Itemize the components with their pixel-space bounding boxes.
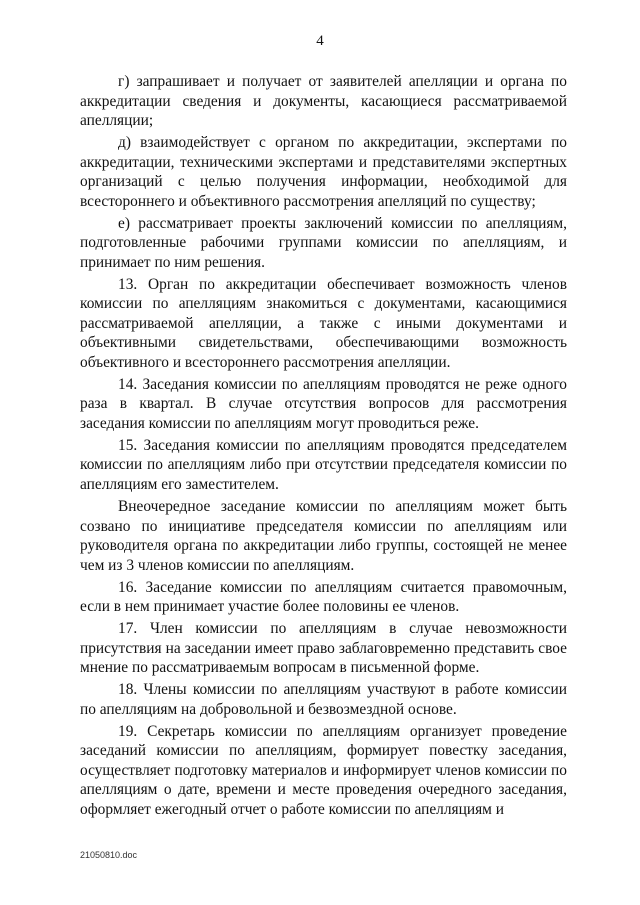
paragraph-18: 18. Члены комиссии по апелляциям участвуют в работе комиссии по апелляциям на добровольной и безвозмездной основе.	[80, 681, 567, 718]
paragraph-17: 17. Член комиссии по апелляциям в случае невозможности присутствия на заседании имеет право заблаговременно представить свое мнение по рассматриваемым вопросам в письменной форме.	[80, 620, 567, 677]
paragraph-g: г) запрашивает и получает от заявителей апелляции и органа по аккредитации сведения и документы, касающиеся рассматриваемой апелляции;	[80, 73, 567, 129]
paragraph-d: д) взаимодействует с органом по аккредитации, экспертами по аккредитации, техническими экспертами и представителями экспертных организаций с целью получения информации, необходимой для всестороннего и объективного рассмотрения апелляций по существу;	[80, 134, 567, 210]
paragraph-13: 13. Орган по аккредитации обеспечивает возможность членов комиссии по апелляциям знакомиться с документами, касающимися рассматриваемой апелляции, а также с иными документами и объективными свидетельствами, обеспечивающими возможность объективного и всестороннего рассмотрения апелляции.	[80, 275, 567, 371]
paragraph-15: 15. Заседания комиссии по апелляциям проводятся председателем комиссии по апелляциям либо при отсутствии председателя комиссии по апелляциям его заместителем.	[80, 436, 567, 493]
paragraph-e: е) рассматривает проекты заключений комиссии по апелляциям, подготовленные рабочими группами комиссии по апелляциям, и принимает по ним решения.	[80, 214, 567, 271]
paragraph-14: 14. Заседания комиссии по апелляциям проводятся не реже одного раза в квартал. В случае отсутствия вопросов для рассмотрения заседания комиссии по апелляциям могут проводиться реже.	[80, 375, 567, 432]
paragraph-19: 19. Секретарь комиссии по апелляциям организует проведение заседаний комиссии по апелляциям, формирует повестку заседания, осуществляет подготовку материалов и информирует членов комиссии по апелляциям о дате, времени и месте проведения очередного заседания, оформляет ежегодный отчет о работе комиссии по апелляциям и	[80, 722, 567, 818]
paragraph-16: 16. Заседание комиссии по апелляциям считается правомочным, если в нем принимает участие более половины ее членов.	[80, 578, 567, 616]
paragraph-extraordinary-meeting: Внеочередное заседание комиссии по апелляциям может быть созвано по инициативе председателя комиссии по апелляциям или руководителя органа по аккредитации либо группы, состоящей не менее чем из 3 членов комиссии по апелляциям.	[80, 498, 567, 574]
document-body	[80, 72, 567, 822]
file-name-footer: 21050810.doc	[80, 850, 138, 860]
page-number: 4	[316, 33, 324, 49]
